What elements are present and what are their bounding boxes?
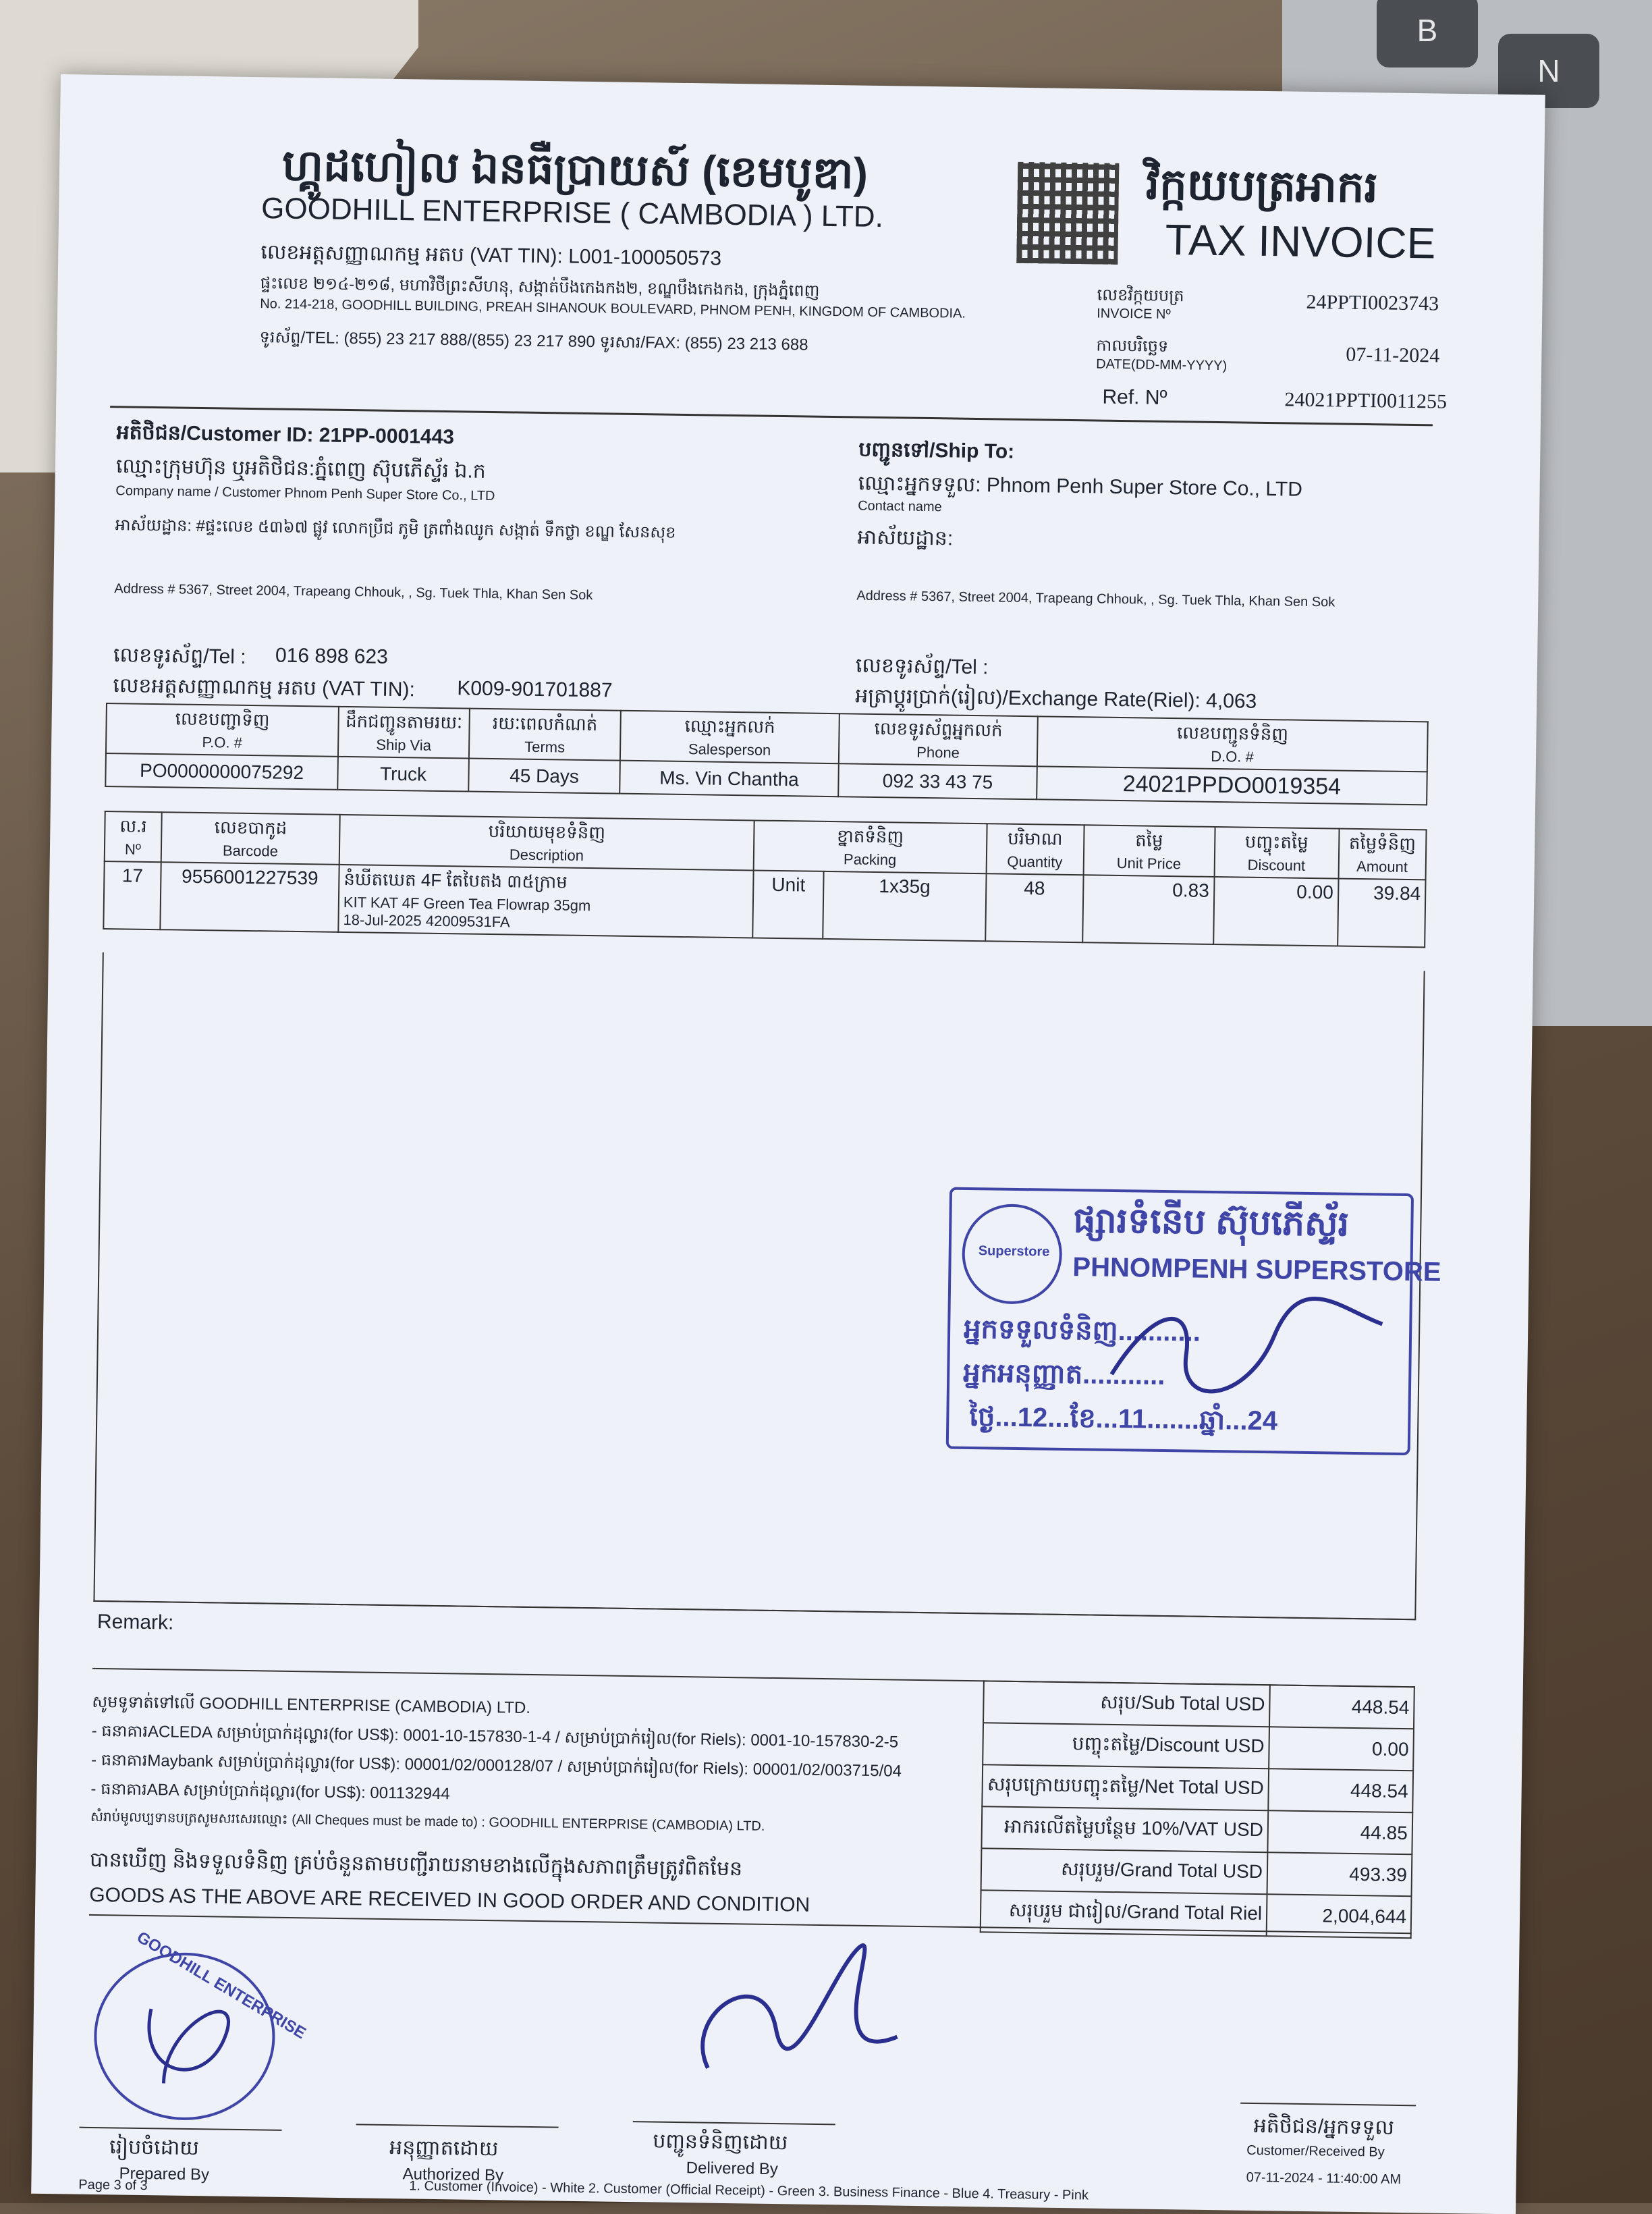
grand-total-usd-value: 493.39: [1267, 1852, 1412, 1896]
customer-vat-label: លេខអត្តសញ្ញាណកម្ម អតប (VAT TIN):: [113, 674, 416, 701]
page-number: Page 3 of 3: [78, 2177, 148, 2194]
item-desc-kh: នំឃីតឃេត 4F តែបៃតង ៣៥ក្រាម: [343, 868, 568, 892]
bank-line-4: - ធនាគារABA សម្រាប់ប្រាក់ដុល្លារ(for US$): 001132944: [90, 1779, 450, 1804]
items-table: [103, 811, 1427, 948]
company-seal-text: GOODHILL ENTERPRISE: [134, 1928, 309, 2043]
remark-label: Remark:: [97, 1610, 174, 1634]
items-header-discount: បញ្ចុះតម្លៃ Discount: [1214, 827, 1339, 879]
customer-signature: [1098, 1293, 1396, 1412]
order-header-phone: លេខទូរស័ព្ទអ្នកលក់ Phone: [839, 713, 1038, 766]
bank-line-3: - ធនាគារMaybank សម្រាប់ប្រាក់ដុល្លារ(for US$): 00001/02/000128/07 / សម្រាប់ប្រាក់រៀល(for Riels): 00001/02/003715/04: [90, 1750, 902, 1781]
keyboard-key-n: N: [1498, 34, 1599, 108]
company-name-en: GOODHILL ENTERPRISE ( CAMBODIA ) LTD.: [260, 192, 884, 234]
customer-tel-label: លេខទូរស័ព្ទ/Tel :: [113, 644, 246, 668]
items-header-no: ល.រ Nº: [105, 811, 162, 862]
net-total-value: 448.54: [1268, 1769, 1413, 1812]
delivered-by-en: Delivered By: [686, 2159, 779, 2179]
stamp-date-line: ថ្ងៃ...12...ខែ...11.......ឆ្នាំ...24: [969, 1401, 1278, 1436]
customer-name-en: Company name / Customer Phnom Penh Super Store Co., LTD: [115, 483, 495, 504]
bank-line-2: - ធនាគារACLEDA សម្រាប់ប្រាក់ដុល្លារ(for US$): 0001-10-157830-1-4 / សម្រាប់ប្រាក់រៀល(for Riels): 0001-10-157830-2-5: [91, 1721, 899, 1752]
authorized-by-line: [356, 2124, 559, 2128]
received-statement-kh: បានឃើញ និងទទួលទំនិញ គ្រប់ចំនួនតាមបញ្ជីរាយនាមខាងលើក្នុងសភាពត្រឹមត្រូវពិតមែន: [89, 1848, 743, 1881]
order-salesperson: Ms. Vin Chantha: [620, 761, 839, 797]
received-by-en: Customer/Received By: [1246, 2142, 1385, 2160]
invoice-title-kh: វិក្កយបត្រអាករ: [1145, 159, 1379, 212]
item-no: 17: [103, 861, 161, 929]
exchange-rate: អត្រាប្តូរប្រាក់(រៀល)/Exchange Rate(Riel): 4,063: [855, 684, 1257, 713]
stamp-name-en: PHNOMPENH SUPERSTORE: [1072, 1252, 1441, 1287]
vat-label: អាករលើតម្លៃបន្ថែម 10%/VAT USD: [981, 1806, 1268, 1852]
keyboard-key-b: B: [1377, 0, 1478, 68]
company-name-kh: ហ្គូដហៀល ឯនធឺប្រាយស៍ (ខេមបូឌា): [281, 140, 869, 198]
customer-tel: 016 898 623: [275, 644, 389, 668]
item-discount: 0.00: [1213, 877, 1338, 946]
order-po: PO0000000075292: [105, 753, 338, 790]
item-barcode: 9556001227539: [160, 862, 339, 932]
order-header-ship-via: ដឹកជញ្ជូនតាមរយៈ Ship Via: [338, 707, 470, 759]
vat-value: 44.85: [1267, 1810, 1412, 1854]
customer-vat: K009-901701887: [457, 677, 613, 702]
invoice-date: 07-11-2024: [1346, 343, 1440, 367]
customer-receiving-stamp: [946, 1187, 1441, 1456]
cart-logo-icon: [962, 1204, 1063, 1305]
stamp-approved-label: អ្នកអនុញ្ញាត...........: [962, 1357, 1165, 1391]
item-desc-lot: 18-Jul-2025 42009531FA: [343, 911, 510, 931]
ship-to-contact: ឈ្មោះអ្នកទទួល: Phnom Penh Super Store Co., LTD: [858, 472, 1303, 501]
ship-to-address-kh: អាស័យដ្ឋាន:: [857, 526, 954, 550]
grand-total-usd-label: សរុបរួម/Grand Total USD: [981, 1848, 1268, 1894]
totals-row-net: [982, 1764, 1413, 1812]
item-quantity: 48: [985, 873, 1083, 942]
item-amount: 39.84: [1338, 879, 1426, 948]
grand-total-riel-label: សរុបរួម ជារៀល/Grand Total Riel: [981, 1890, 1267, 1936]
item-unit: Unit: [752, 870, 823, 938]
customer-id: អតិថិជន/Customer ID: 21PP-0001443: [116, 421, 455, 449]
totals-row-discount: [983, 1723, 1414, 1771]
items-header-quantity: បរិមាណ Quantity: [986, 824, 1084, 875]
prepared-by-en: Prepared By: [119, 2164, 210, 2184]
order-do: 24021PPDO0019354: [1037, 766, 1427, 805]
ship-to-address-en: Address # 5367, Street 2004, Trapeang Chhouk, , Sg. Tuek Thla, Khan Sen Sok: [856, 588, 1336, 610]
subtotal-value: 448.54: [1269, 1685, 1414, 1729]
invoice-no: 24PPTI0023743: [1306, 290, 1439, 315]
discount-value: 0.00: [1269, 1727, 1414, 1771]
order-header-do: លេខបញ្ជូនទំនិញ D.O. #: [1037, 716, 1428, 772]
totals-row-subtotal: [983, 1681, 1414, 1729]
preparer-signature: [123, 1995, 246, 2098]
prepared-by-kh: រៀបចំដោយ: [109, 2136, 200, 2160]
grand-total-riel-value: 2,004,644: [1267, 1894, 1412, 1938]
totals-row-grand-usd: [981, 1848, 1412, 1896]
superstore-logo-text: Superstore: [978, 1243, 1050, 1260]
order-header-po: លេខបញ្ជាទិញ P.O. #: [106, 703, 339, 757]
company-tel-fax: ទូរស័ព្ទ/TEL: (855) 23 217 888/(855) 23 217 890 ទូរសារ/FAX: (855) 23 213 688: [259, 328, 808, 354]
ref-label: Ref. Nº: [1102, 385, 1167, 409]
order-phone: 092 33 43 75: [838, 763, 1037, 799]
order-info-table: [105, 703, 1429, 805]
net-total-label: សរុបក្រោយបញ្ចុះតម្លៃ/Net Total USD: [982, 1764, 1269, 1810]
invoice-date-label-en: DATE(DD-MM-YYYY): [1095, 356, 1228, 374]
bank-line-1: សូមទូទាត់ទៅលើ GOODHILL ENTERPRISE (CAMBODIA) LTD.: [92, 1692, 531, 1717]
delivered-by-line: [633, 2121, 835, 2125]
stamp-received-label: អ្នកទទួលទំនិញ...........: [963, 1314, 1201, 1347]
stamp-name-kh: ផ្សារទំនើប ស៊ុបភើស្ទ័រ: [1073, 1201, 1350, 1244]
received-timestamp: 07-11-2024 - 11:40:00 AM: [1246, 2169, 1402, 2188]
prepared-by-line: [80, 2127, 282, 2131]
totals-table: [980, 1680, 1415, 1939]
qr-code-icon: [1016, 162, 1119, 265]
authorized-by-kh: អនុញ្ញាតដោយ: [389, 2136, 499, 2161]
ship-to-tel-label: លេខទូរស័ព្ទ/Tel :: [855, 654, 989, 679]
customer-address-kh: អាស័យដ្ឋាន: #ផ្ទះលេខ ៥៣៦៧ ផ្លូវ លោកប្រឹជ ភូមិ ត្រពាំងឈូក សង្កាត់ ទឹកថ្លា ខណ្ឌ សែនសុខ: [115, 516, 676, 542]
items-header-unit-price: តម្លៃ Unit Price: [1083, 825, 1215, 877]
tax-invoice-page: [31, 74, 1545, 2214]
invoice-date-label-kh: កាលបរិច្ឆេទ: [1096, 336, 1169, 356]
customer-address-en: Address # 5367, Street 2004, Trapeang Chhouk, , Sg. Tuek Thla, Khan Sen Sok: [114, 581, 593, 603]
items-header-amount: តម្លៃទំនិញ Amount: [1338, 829, 1426, 880]
invoice-title-en: TAX INVOICE: [1165, 215, 1436, 268]
order-terms: 45 Days: [468, 759, 620, 794]
company-address-en: No. 214-218, GOODHILL BUILDING, PREAH SIHANOUK BOULEVARD, PHNOM PENH, KINGDOM OF CAMBODIA.: [260, 296, 966, 321]
item-packing: 1x35g: [823, 871, 986, 941]
item-desc-en: KIT KAT 4F Green Tea Flowrap 35gm: [343, 893, 591, 915]
received-by-line: [1240, 2103, 1416, 2107]
invoice-no-label-kh: លេខវិក្កយបត្រ: [1097, 286, 1184, 306]
items-header-description: បរិយាយមុខទំនិញ Description: [339, 815, 754, 871]
delivery-signature: [667, 1933, 912, 2098]
ship-to-contact-label: Contact name: [858, 498, 942, 515]
delivered-by-kh: បញ្ជូនទំនិញដោយ: [653, 2130, 788, 2155]
order-header-salesperson: ឈ្មោះអ្នកលក់ Salesperson: [620, 711, 839, 764]
items-header-barcode: លេខបាកូដ Barcode: [161, 812, 340, 865]
invoice-no-label-en: INVOICE Nº: [1097, 306, 1171, 322]
discount-label: បញ្ចុះតម្លៃ/Discount USD: [983, 1723, 1269, 1769]
received-by-kh: អតិថិជន/អ្នកទទួល: [1253, 2114, 1395, 2139]
totals-row-vat: [981, 1806, 1412, 1854]
order-header-terms: រយៈពេលកំណត់ Terms: [469, 709, 621, 761]
ship-to-title: បញ្ជូនទៅ/Ship To:: [858, 438, 1015, 463]
company-address-kh: ផ្ទះលេខ ២១៤-២១៨, មហាវិថីព្រះសីហនុ, សង្កាត់បឹងកេងកង២, ខណ្ឌបឹងកេងកង, ក្រុងភ្នំពេញ: [260, 274, 820, 300]
items-header-packing: ខ្នាតទំនិញ Packing: [754, 820, 987, 873]
subtotal-label: សរុប/Sub Total USD: [983, 1681, 1270, 1727]
customer-name-kh: ឈ្មោះក្រុមហ៊ុន ឬអតិថិជន:ភ្នំពេញ ស៊ុបភើស្ទ័រ ឯ.ក: [115, 455, 487, 483]
company-seal: [93, 1928, 309, 2122]
authorized-by-en: Authorized By: [402, 2165, 504, 2185]
bank-line-5: សំរាប់មូលប្បទានបត្រសូមសរសេរឈ្មោះ (All Cheques must be made to) : GOODHILL ENTERPRISE (CAMBODIA) LTD.: [90, 1809, 765, 1834]
received-statement-en: GOODS AS THE ABOVE ARE RECEIVED IN GOOD ORDER AND CONDITION: [89, 1883, 810, 1916]
item-description: [338, 865, 753, 938]
copy-distribution: 1. Customer (Invoice) - White 2. Customer (Official Receipt) - Green 3. Business Finance - Blue 4. Treasury - Pink: [409, 2178, 1089, 2203]
ref-no: 24021PPTI0011255: [1284, 388, 1448, 413]
item-unit-price: 0.83: [1082, 875, 1214, 944]
company-vat-tin: លេខអត្តសញ្ញាណកម្ម អតប (VAT TIN): L001-100050573: [260, 241, 722, 270]
order-ship-via: Truck: [337, 757, 469, 792]
